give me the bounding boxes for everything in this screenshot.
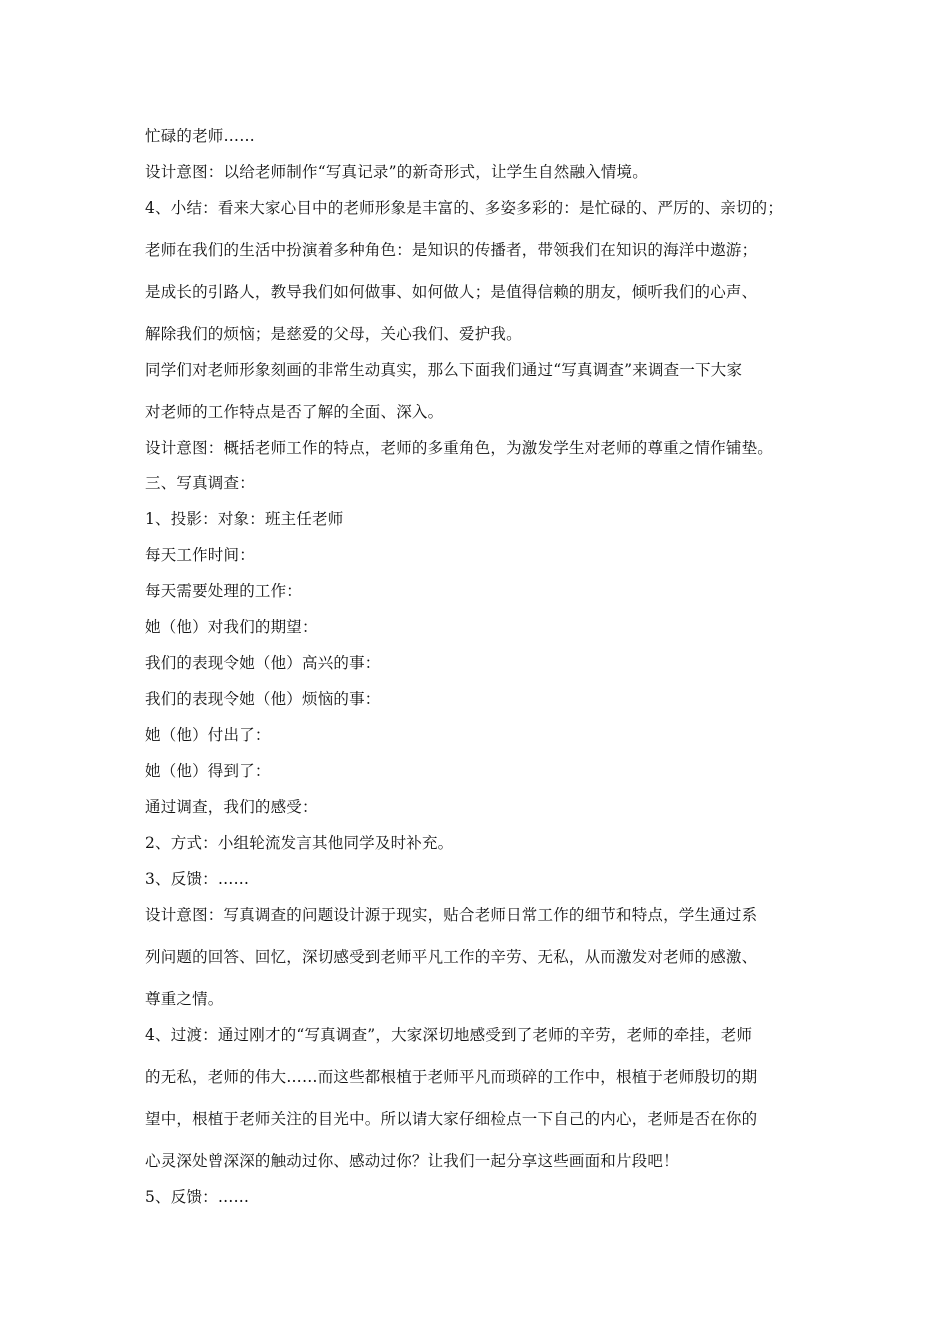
text-line: 的无私，老师的伟大……而这些都根植于老师平凡而琐碎的工作中，根植于老师殷切的期 bbox=[145, 1068, 758, 1086]
text-line: 每天需要处理的工作： bbox=[145, 582, 303, 600]
text-line: 是成长的引路人，教导我们如何做事、如何做人；是值得信赖的朋友，倾听我们的心声、 bbox=[145, 283, 758, 301]
text-line: 她（他）得到了： bbox=[145, 762, 271, 780]
text-line: 她（他）付出了： bbox=[145, 726, 271, 744]
text-line: 设计意图：写真调查的问题设计源于现实，贴合老师日常工作的细节和特点，学生通过系 bbox=[145, 906, 758, 924]
text-line: 通过调查，我们的感受： bbox=[145, 798, 318, 816]
text-line: 解除我们的烦恼；是慈爱的父母，关心我们、爱护我。 bbox=[145, 325, 522, 343]
text-line: 忙碌的老师…… bbox=[145, 127, 255, 145]
text-line: 她（他）对我们的期望： bbox=[145, 618, 318, 636]
text-line: 我们的表现令她（他）高兴的事： bbox=[145, 654, 381, 672]
text-line: 2、方式：小组轮流发言其他同学及时补充。 bbox=[145, 834, 454, 852]
text-line: 尊重之情。 bbox=[145, 990, 224, 1008]
text-line: 我们的表现令她（他）烦恼的事： bbox=[145, 690, 381, 708]
section-heading: 三、写真调查： bbox=[145, 474, 255, 492]
text-line: 老师在我们的生活中扮演着多种角色：是知识的传播者，带领我们在知识的海洋中遨游； bbox=[145, 241, 758, 259]
text-line: 每天工作时间： bbox=[145, 546, 255, 564]
text-line: 设计意图：以给老师制作“写真记录”的新奇形式，让学生自然融入情境。 bbox=[145, 163, 648, 181]
text-line: 3、反馈：…… bbox=[145, 870, 250, 888]
text-line: 对老师的工作特点是否了解的全面、深入。 bbox=[145, 403, 444, 421]
text-line: 1、投影：对象：班主任老师 bbox=[145, 510, 344, 528]
text-line: 望中，根植于老师关注的目光中。所以请大家仔细检点一下自己的内心，老师是否在你的 bbox=[145, 1110, 758, 1128]
text-line: 4、小结：看来大家心目中的老师形象是丰富的、多姿多彩的：是忙碌的、严厉的、亲切的； bbox=[145, 199, 784, 217]
text-line: 同学们对老师形象刻画的非常生动真实，那么下面我们通过“写真调查”来调查一下大家 bbox=[145, 361, 743, 379]
text-line: 5、反馈：…… bbox=[145, 1188, 250, 1206]
text-line: 4、过渡：通过刚才的“写真调查”，大家深切地感受到了老师的辛劳，老师的牵挂，老师 bbox=[145, 1026, 753, 1044]
text-line: 心灵深处曾深深的触动过你、感动过你？让我们一起分享这些画面和片段吧！ bbox=[145, 1152, 679, 1170]
text-line: 列问题的回答、回忆，深切感受到老师平凡工作的辛劳、无私，从而激发对老师的感激、 bbox=[145, 948, 758, 966]
text-line: 设计意图：概括老师工作的特点，老师的多重角色，为激发学生对老师的尊重之情作铺垫。 bbox=[145, 439, 774, 457]
